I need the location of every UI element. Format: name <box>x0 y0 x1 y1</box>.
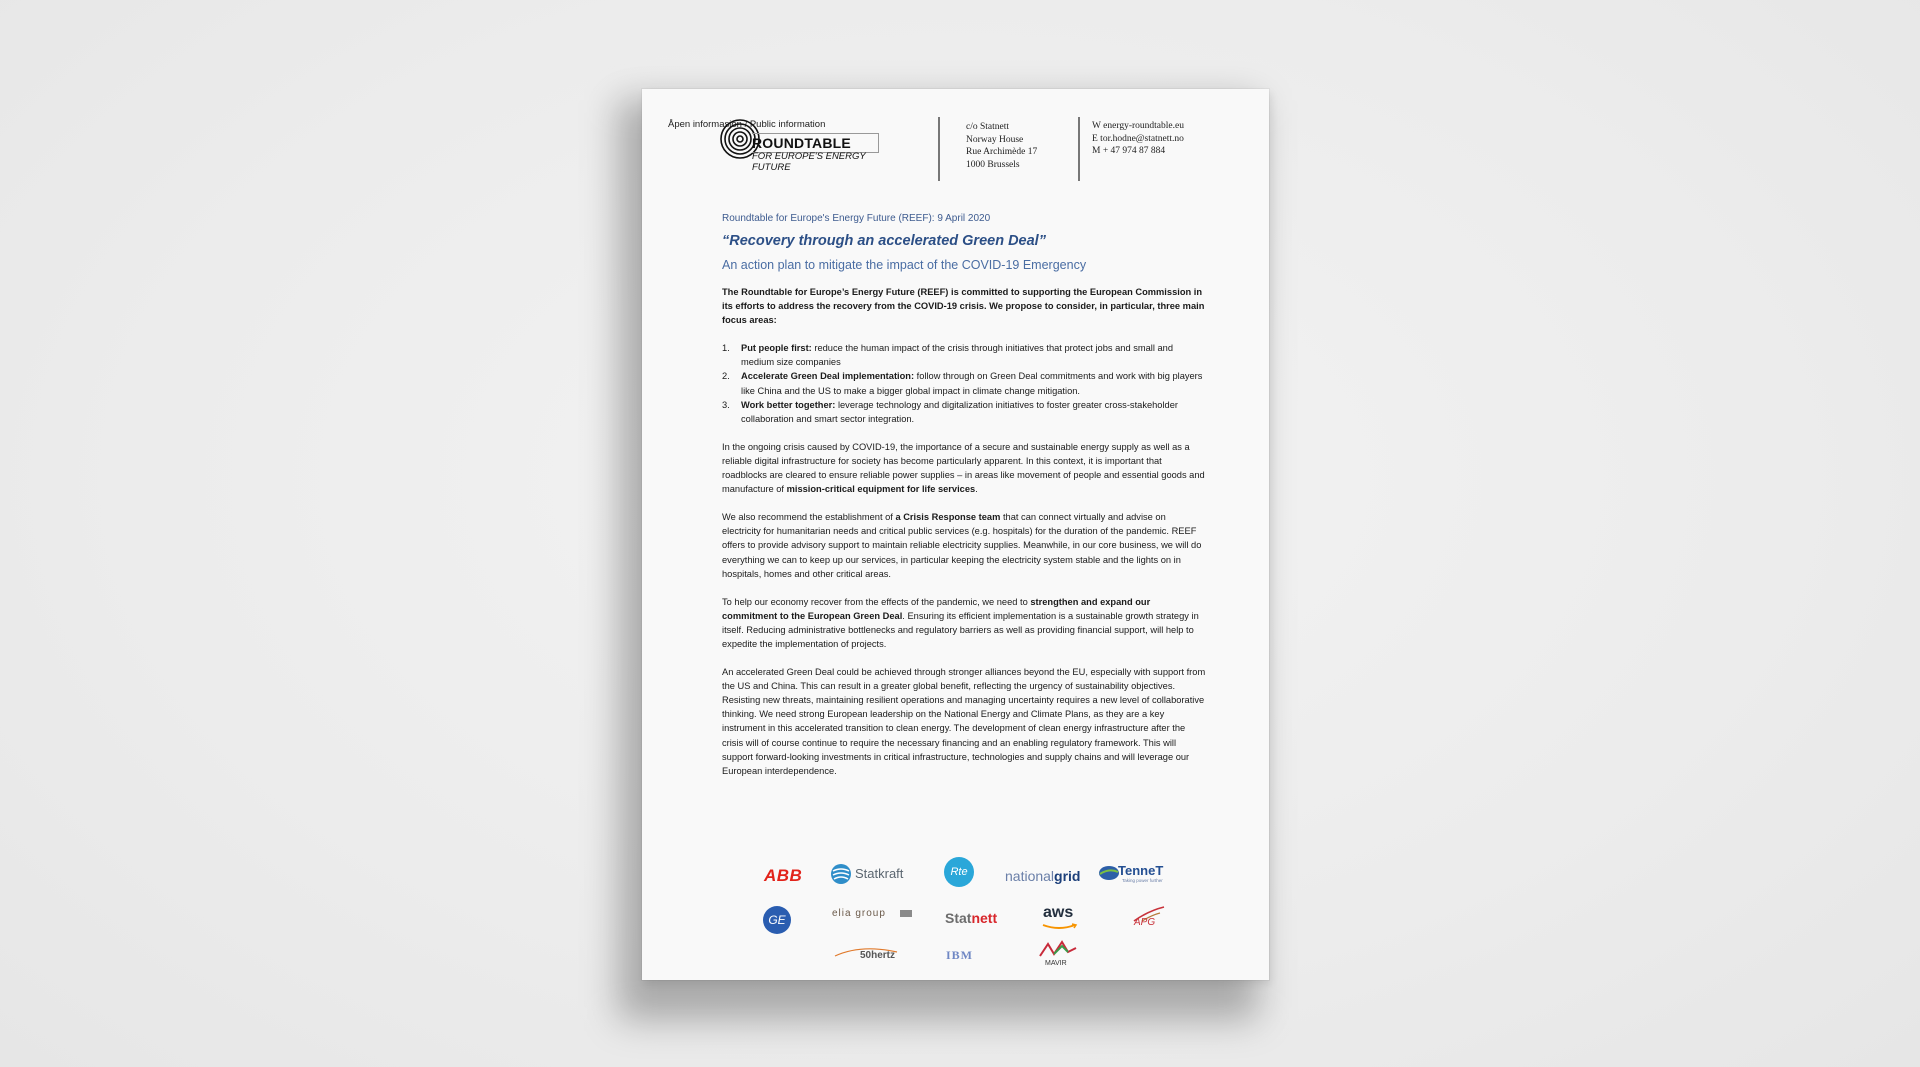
aws-smile-icon <box>1041 923 1081 931</box>
paragraph-text: We also recommend the establishment of <box>722 512 896 523</box>
tennet-icon <box>1098 865 1120 881</box>
mavir-wordmark: MAVIR <box>1045 960 1067 967</box>
document-page <box>642 89 1269 980</box>
mavir-logo <box>1038 940 1078 970</box>
elia-wordmark: elia group <box>832 908 886 919</box>
contact-phone: M + 47 974 87 884 <box>1092 146 1166 157</box>
list-number: 2. <box>722 371 730 382</box>
apg-logo <box>1128 905 1168 933</box>
list-item-text: follow through on Green Deal commitments and work with big players like China and the US to make a bigger global impact in climate change mitigation. <box>741 371 1203 396</box>
50hertz-logo <box>831 945 901 963</box>
list-item-heading: Put people first: <box>741 343 812 354</box>
document-meta: Roundtable for Europe's Energy Future (REEF): 9 April 2020 <box>722 213 991 224</box>
paragraph-text: that can connect virtually and advise on electricity for humanitarian needs and critical public services (e.g. hospitals) for the duration of the pandemic. REEF offers to provide advisory support to maintain reliable electricity supplies. Meanwhile, in our core business, we will do everything we can to keep up our services, in particular keeping the electricity system stable and the lights on in hospitals, homes and other critical areas. <box>722 512 1202 579</box>
document-subtitle: An action plan to mitigate the impact of the COVID-19 Emergency <box>722 258 1087 272</box>
paragraph-alliances: An accelerated Green Deal could be achieved through stronger alliances beyond the EU, especially with support from the US and China. This can result in a greater global benefit, reflecting the urgency of sustainability objectives. Resisting new threats, maintaining resilient operations and managing uncertainty requires a new level of collaborative thinking. We need strong European leadership on the National Energy and Climate Plans, as they are a key instrument in this accelerated transition to clean energy. The development of clean energy infrastructure after the crisis will of course continue to require the necessary financing and an enabling regulatory framework. This will support forward-looking investments in critical infrastructure, technologies and supply chains and will leverage our European interdependence. <box>722 667 1206 776</box>
tennet-wordmark: TenneT <box>1118 863 1164 878</box>
nationalgrid-logo <box>1005 868 1081 884</box>
statkraft-icon <box>830 863 852 885</box>
50hertz-wordmark: 50hertz <box>860 950 896 961</box>
apg-wordmark: APG <box>1134 917 1156 928</box>
paragraph-text: To help our economy recover from the effects of the pandemic, we need to <box>722 596 1031 607</box>
paragraph-emphasis: strengthen and expand our commitment to the European Green Deal <box>722 596 1151 621</box>
paragraph-text: . <box>975 484 978 495</box>
list-item-text: reduce the human impact of the crisis through initiatives that protect jobs and small and medium size companies <box>741 343 1173 368</box>
logo-subtitle: FOR EUROPE'S ENERGY FUTURE <box>752 151 866 173</box>
statnett-logo <box>945 910 997 926</box>
tennet-tagline: Taking power further <box>1122 878 1163 883</box>
intro-paragraph: The Roundtable for Europe’s Energy Future (REEF) is committed to supporting the European Commission in its efforts to address the recovery from the COVID-19 crisis. We propose to consider, in particular, three main focus areas: <box>722 287 1205 326</box>
ibm-logo: IBM <box>946 948 973 962</box>
document-title: “Recovery through an accelerated Green Deal” <box>722 233 1046 249</box>
classification-label: Åpen informasjon / Public information <box>668 119 826 130</box>
tennet-logo <box>1098 862 1178 886</box>
address-line: Rue Archimède 17 <box>966 147 1038 158</box>
statnett-wordmark-a: Stat <box>945 910 972 926</box>
elia-mark-icon <box>900 910 912 917</box>
logo-title: ROUNDTABLE <box>752 135 851 151</box>
list-item-text: leverage technology and digitalization initiatives to foster greater cross-stakeholder collaboration and smart sector integration. <box>741 399 1178 424</box>
contact-email: E tor.hodne@statnett.no <box>1092 133 1184 144</box>
nationalgrid-wordmark-a: national <box>1005 868 1055 884</box>
statnett-wordmark-b: nett <box>971 910 998 926</box>
mavir-wave-icon <box>1038 940 1078 960</box>
aws-logo <box>1041 904 1081 932</box>
paragraph-text: In the ongoing crisis caused by COVID-19, the importance of a secure and sustainable energy supply as well as a reliable digital infrastructure for society has become particularly apparent. In this context, it is important that roadblocks are cleared to ensure reliable power supplies – in areas like movement of people and essential goods and manufacture of <box>722 441 1205 495</box>
list-item-heading: Accelerate Green Deal implementation: <box>741 371 915 382</box>
list-number: 3. <box>722 399 730 410</box>
paragraph-emphasis: a Crisis Response team <box>895 512 1001 523</box>
list-item-heading: Work better together: <box>741 399 836 410</box>
rte-logo: Rte <box>944 857 974 887</box>
elia-group-logo <box>828 907 918 923</box>
address-line: c/o Statnett <box>966 122 1010 132</box>
list-number: 1. <box>722 343 730 354</box>
statkraft-logo <box>830 863 920 887</box>
nationalgrid-wordmark-b: grid <box>1054 868 1081 884</box>
address-line: Norway House <box>966 134 1024 145</box>
statkraft-wordmark: Statkraft <box>855 866 904 881</box>
aws-wordmark: aws <box>1043 904 1074 921</box>
paragraph-text: . Ensuring its efficient implementation is a sustainable growth strategy in itself. Reducing administrative bottlenecks and regulatory barriers as well as providing financial support, will help to expedite the implementation of projects. <box>722 610 1199 649</box>
contact-web: W energy-roundtable.eu <box>1092 121 1184 131</box>
member-logos <box>642 89 1269 980</box>
paragraph-emphasis: mission-critical equipment for life services <box>786 484 976 495</box>
ge-logo: GE <box>763 906 791 934</box>
address-line: 1000 Brussels <box>966 159 1020 170</box>
abb-logo: ABB <box>764 866 803 885</box>
